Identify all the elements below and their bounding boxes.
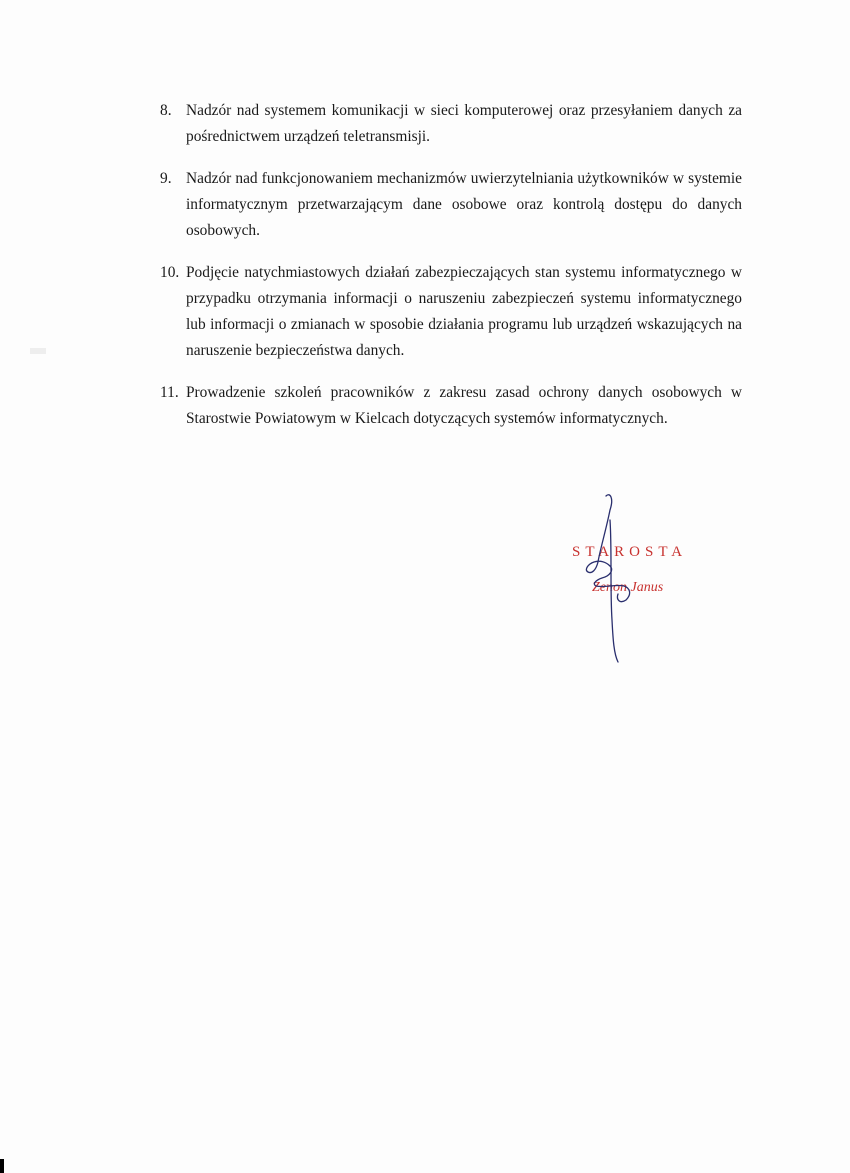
list-item-number: 8. (160, 102, 172, 119)
stamp-name: Zenon Janus (592, 580, 664, 595)
list-item (160, 380, 742, 432)
list-item (160, 260, 742, 364)
list-item-number: 10. (160, 264, 180, 281)
list-item (160, 166, 742, 244)
list-item-text: Nadzór nad systemem komunikacji w sieci komputerowej oraz przesyłaniem danych za pośrednictwem urządzeń teletransmisji. (186, 102, 742, 145)
scan-artifact (0, 1159, 4, 1173)
list-item-number: 9. (160, 170, 172, 187)
list-item-number: 11. (160, 384, 179, 401)
list-item-text: Podjęcie natychmiastowych działań zabezpieczających stan systemu informatycznego w przypadku otrzymania informacji o naruszeniu zabezpieczeń systemu informatycznego lub informacji o zmianach w sposobie działania programu lub urządzeń wskazujących na naruszenie bezpieczeństwa danych. (186, 264, 742, 359)
list-item-text: Prowadzenie szkoleń pracowników z zakresu zasad ochrony danych osobowych w Starostwie Powiatowym w Kielcach dotyczących systemów informatycznych. (186, 384, 742, 427)
stamp-title: STAROSTA (572, 544, 688, 560)
scan-artifact (30, 348, 46, 354)
list-item (160, 98, 742, 150)
handwritten-signature (570, 490, 670, 670)
duties-list (160, 98, 742, 432)
list-item-text: Nadzór nad funkcjonowaniem mechanizmów uwierzytelniania użytkowników w systemie informatycznym przetwarzającym dane osobowe oraz kontrolą dostępu do danych osobowych. (186, 170, 742, 239)
